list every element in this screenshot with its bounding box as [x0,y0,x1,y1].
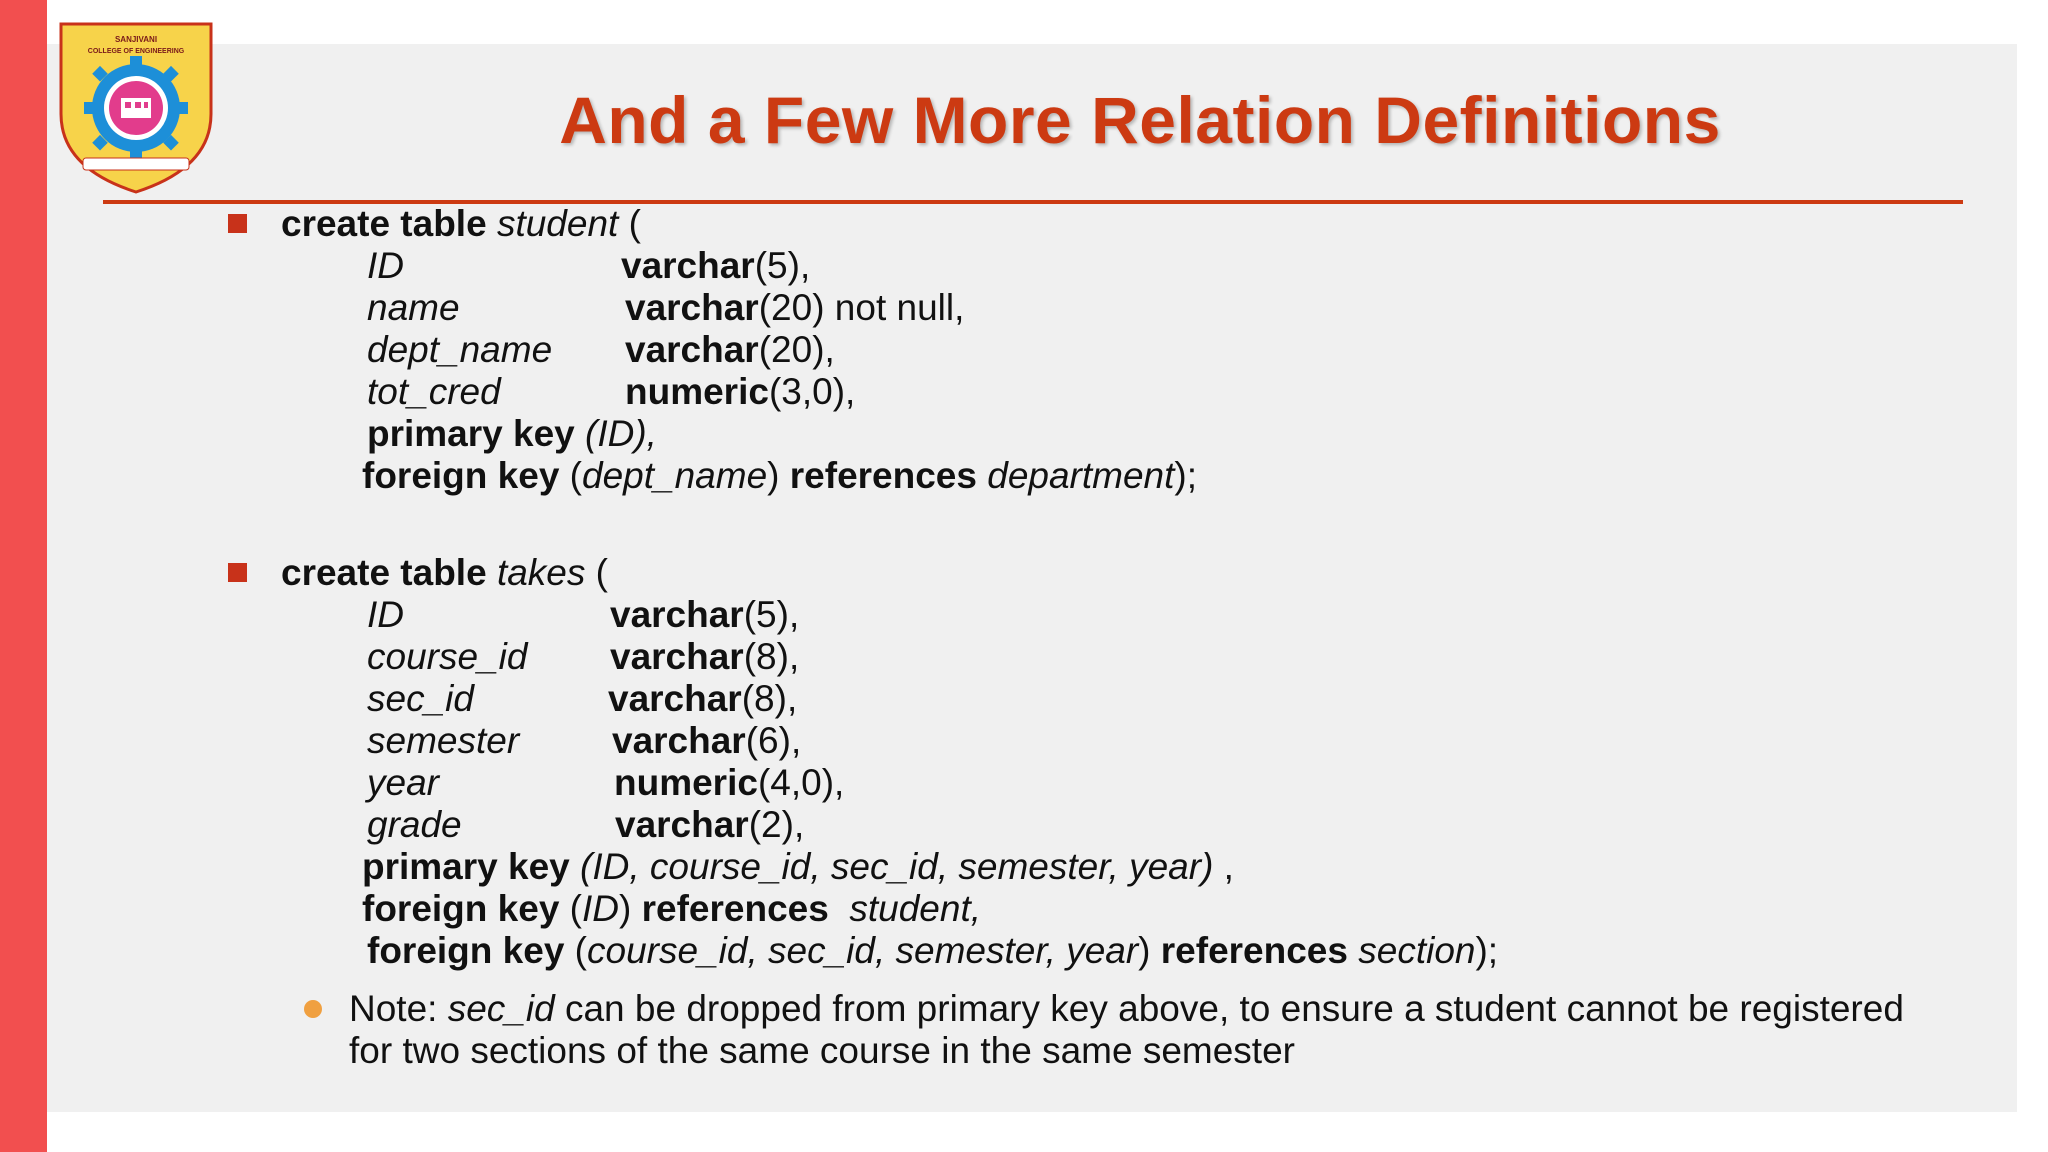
table-name-student: student [496,203,619,244]
takes-col-type: varchar(6), [612,720,802,761]
student-col-type: varchar(5), [621,245,811,286]
takes-col-name: semester [367,720,520,761]
takes-col-name: year [367,762,439,803]
student-col-type: varchar(20), [625,329,835,370]
bullet-dot [304,1000,322,1018]
takes-create-line: create table takes ( [281,552,608,593]
student-col-name: name [367,287,460,328]
student-col-type: varchar(20) not null, [625,287,965,328]
takes-col-name: grade [367,804,462,845]
takes-col-type: varchar(8), [610,636,800,677]
college-logo [55,18,217,196]
slide-title: And a Few More Relation Definitions [559,83,1721,157]
takes-col-type: numeric(4,0), [614,762,845,803]
keyword-create-table: create table [281,552,487,593]
table-name-takes: takes [496,552,586,593]
takes-col-type: varchar(2), [615,804,805,845]
student-create-line: create table student ( [281,203,641,244]
takes-col-name: sec_id [367,678,474,719]
student-primary-key: primary key (ID), [367,413,657,454]
bullet-square [228,563,247,582]
student-col-name: dept_name [367,329,553,370]
takes-col-name: ID [367,594,404,635]
takes-primary-key: primary key (ID, course_id, sec_id, semester, year) , [362,846,1234,887]
takes-foreign-key-section: foreign key (course_id, sec_id, semester, year) references section); [367,930,1499,971]
left-accent-bar [0,0,47,1152]
takes-col-type: varchar(5), [610,594,800,635]
student-col-type: numeric(3,0), [625,371,856,412]
gear-icon [84,56,188,160]
student-col-name: tot_cred [367,371,501,412]
student-col-name: ID [367,245,404,286]
student-foreign-key: foreign key (dept_name) references department); [362,455,1198,496]
note-line-1: Note: sec_id can be dropped from primary key above, to ensure a student cannot be registered [349,988,1904,1029]
logo-text-bottom: COLLEGE OF ENGINEERING [87,48,185,55]
keyword-create-table: create table [281,203,487,244]
bullet-square [228,214,247,233]
takes-col-name: course_id [367,636,528,677]
takes-col-type: varchar(8), [608,678,798,719]
note-line-2: for two sections of the same course in the same semester [349,1030,1295,1071]
takes-foreign-key-student: foreign key (ID) references student, [362,888,982,929]
logo-text-top: SANJIVANI [114,35,158,44]
